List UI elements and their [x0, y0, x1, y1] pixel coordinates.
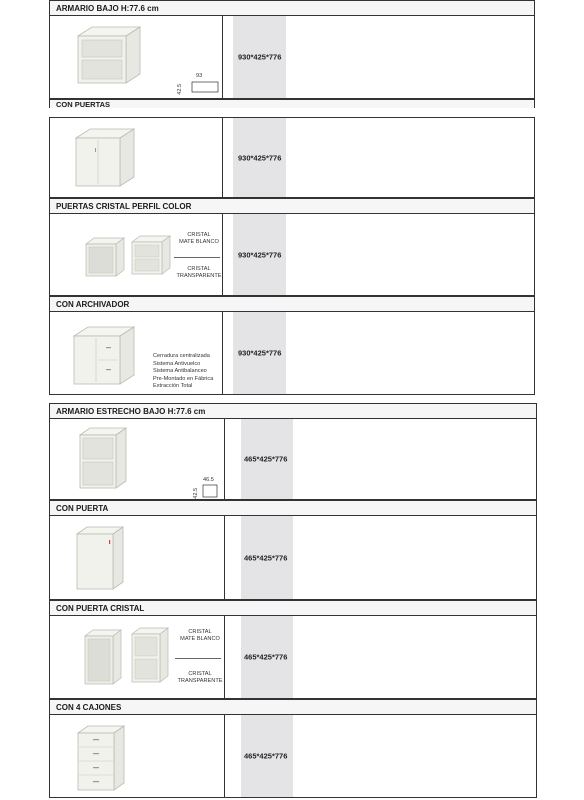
dimension-value: 465*425*776	[244, 553, 288, 562]
dimension-cell	[233, 214, 286, 295]
narrow-glass-matte-image	[83, 628, 127, 688]
dimension-cell	[233, 312, 286, 394]
section-title: ARMARIO ESTRECHO BAJO H:77.6 cm	[49, 403, 537, 418]
dimension-value: 930*425*776	[238, 348, 282, 358]
glass-cabinet-clear-image	[130, 234, 174, 278]
dimension-cell	[241, 715, 293, 797]
product-row	[49, 311, 535, 395]
product-row	[49, 418, 537, 500]
door-cabinet-image	[74, 126, 144, 188]
product-image-cell	[50, 118, 223, 197]
footprint-depth-label: 42.5	[193, 487, 200, 499]
narrow-open-cabinet-image	[78, 425, 134, 491]
feature-item: Extracción Total	[153, 383, 193, 390]
row-label: CON PUERTA	[49, 500, 537, 515]
product-image-cell	[50, 312, 223, 394]
option-matte-label: CRISTAL MATE BLANCO	[179, 232, 219, 245]
option-matte-label: CRISTAL MATE BLANCO	[180, 629, 220, 642]
dimension-cell	[241, 516, 293, 599]
product-image-cell	[50, 214, 223, 295]
dimension-cell	[241, 616, 293, 698]
open-cabinet-image	[74, 24, 144, 84]
dimension-value: 930*425*776	[238, 250, 282, 259]
feature-item: Pre-Montado en Fábrica	[153, 375, 214, 382]
row-label: PUERTAS CRISTAL PERFIL COLOR	[49, 198, 535, 213]
product-image-cell	[50, 419, 225, 499]
row-label: CON PUERTAS	[49, 99, 535, 108]
feature-item: Cerradura centralizada	[153, 353, 210, 359]
dimension-cell	[233, 118, 286, 197]
narrow-glass-clear-image	[130, 626, 174, 686]
product-row	[49, 515, 537, 600]
dimension-value: 930*425*776	[238, 153, 282, 162]
product-image-cell	[50, 16, 223, 98]
footprint-width-label: 93	[196, 73, 203, 79]
footprint-depth-label: 42.5	[177, 83, 184, 95]
feature-list	[153, 353, 223, 391]
option-clear-label: CRISTAL TRANSPARENTE	[176, 266, 222, 279]
product-row	[49, 15, 535, 99]
feature-item: Sistema Antivuelco	[153, 360, 201, 367]
dimension-value: 465*425*776	[244, 751, 288, 761]
option-divider	[175, 658, 221, 659]
drawer-cabinet-image	[76, 723, 132, 795]
product-image-cell	[50, 715, 225, 797]
glass-cabinet-matte-image	[84, 236, 128, 280]
product-row	[49, 714, 537, 798]
product-row	[49, 213, 535, 296]
row-label: CON PUERTA CRISTAL	[49, 600, 537, 615]
narrow-door-cabinet-image	[75, 524, 131, 594]
option-divider	[174, 257, 220, 258]
section-title: ARMARIO BAJO H:77.6 cm	[49, 0, 535, 15]
dimension-value: 930*425*776	[238, 52, 282, 62]
dimension-cell	[241, 419, 293, 499]
row-label: CON ARCHIVADOR	[49, 296, 535, 311]
dimension-cell	[233, 16, 286, 98]
dimension-value: 465*425*776	[244, 652, 288, 662]
footprint-width-label: 46.5	[203, 477, 214, 483]
product-image-cell	[50, 516, 225, 599]
product-image-cell	[50, 616, 225, 698]
option-clear-label: CRISTAL TRANSPARENTE	[177, 671, 223, 684]
file-cabinet-image	[72, 324, 142, 386]
product-row	[49, 615, 537, 699]
feature-item: Sistema Antibalanceo	[153, 368, 207, 375]
product-row	[49, 117, 535, 198]
dimension-value: 465*425*776	[244, 454, 288, 464]
row-label: CON 4 CAJONES	[49, 699, 537, 714]
